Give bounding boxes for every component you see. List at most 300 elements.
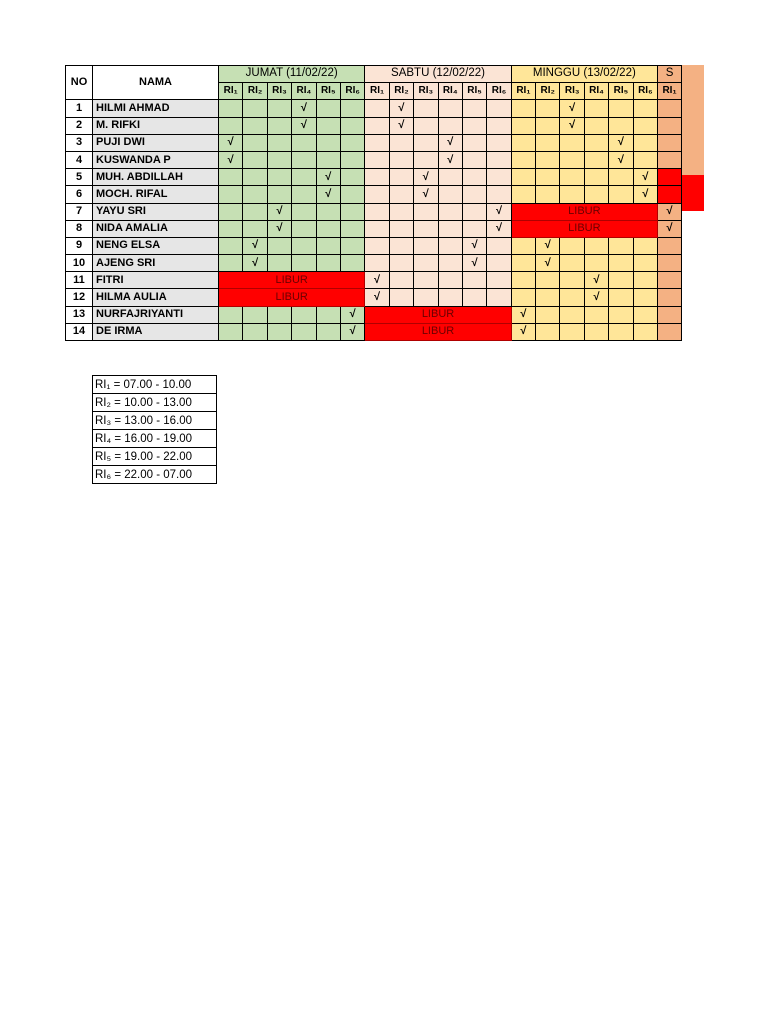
shift-cell: √ [340,306,364,323]
shift-cell [219,255,243,272]
legend-item-5: RI₅ = 19.00 - 22.00 [93,448,217,466]
shift-cell [511,134,535,151]
shift-cell [292,306,316,323]
shift-cell [511,237,535,254]
shift-header-minggu-2: RI₂ [536,83,560,100]
shift-header-sabtu-6: RI₆ [487,83,511,100]
next-day-edge [680,65,704,175]
shift-cell [633,323,657,340]
shift-cell [292,237,316,254]
shift-header-minggu-6: RI₆ [633,83,657,100]
row-number: 6 [66,186,93,203]
shift-cell [340,237,364,254]
shift-cell [219,306,243,323]
shift-cell [584,169,608,186]
shift-cell [438,117,462,134]
shift-cell [219,186,243,203]
shift-cell [609,306,633,323]
shift-header-sabtu-3: RI₃ [414,83,438,100]
shift-cell [292,151,316,168]
next-day-cell [658,289,682,306]
shift-cell: √ [219,151,243,168]
shift-cell [511,272,535,289]
table-row [66,169,682,186]
shift-cell [365,134,389,151]
shift-cell: √ [462,255,486,272]
table-row [66,134,682,151]
day-header-jumat: JUMAT (11/02/22) [219,66,365,83]
shift-cell [511,169,535,186]
next-day-cell [658,117,682,134]
shift-cell [609,255,633,272]
shift-cell [389,134,413,151]
shift-cell [633,272,657,289]
shift-cell [609,323,633,340]
shift-cell [487,255,511,272]
row-number: 12 [66,289,93,306]
shift-header-jumat-6: RI₆ [340,83,364,100]
shift-cell [487,272,511,289]
employee-name: NIDA AMALIA [93,220,219,237]
legend-item-1: RI₁ = 07.00 - 10.00 [93,376,217,394]
shift-cell: √ [511,323,535,340]
next-day-cell [658,134,682,151]
table-row [66,289,682,306]
shift-cell [219,169,243,186]
shift-header-minggu-3: RI₃ [560,83,584,100]
shift-cell [316,323,340,340]
shift-cell [536,134,560,151]
legend-item-2: RI₂ = 10.00 - 13.00 [93,394,217,412]
shift-schedule-table [65,65,682,341]
shift-cell [511,255,535,272]
shift-cell [292,169,316,186]
shift-cell [316,220,340,237]
shift-cell [584,237,608,254]
shift-cell [633,255,657,272]
shift-cell [414,289,438,306]
shift-cell [389,186,413,203]
next-day-cell [658,306,682,323]
shift-cell [633,100,657,117]
shift-cell [462,289,486,306]
shift-cell [487,237,511,254]
shift-cell [243,117,267,134]
shift-cell [365,151,389,168]
shift-cell [462,203,486,220]
shift-cell [487,117,511,134]
shift-cell [438,186,462,203]
shift-cell [365,100,389,117]
shift-cell [633,151,657,168]
employee-name: HILMI AHMAD [93,100,219,117]
employee-name: KUSWANDA P [93,151,219,168]
shift-cell [584,100,608,117]
shift-cell [487,151,511,168]
libur-cell: LIBUR [219,289,365,306]
next-day-cell: √ [658,220,682,237]
table-row [66,186,682,203]
next-day-cell [658,169,682,186]
shift-header-jumat-1: RI₁ [219,83,243,100]
shift-cell [243,186,267,203]
employee-name: NURFAJRIYANTI [93,306,219,323]
shift-cell [462,272,486,289]
shift-cell [316,255,340,272]
shift-cell [584,186,608,203]
shift-cell [267,134,291,151]
shift-cell [389,169,413,186]
shift-cell [267,306,291,323]
shift-cell [219,323,243,340]
shift-cell: √ [365,289,389,306]
shift-cell: √ [438,151,462,168]
next-day-cell [658,255,682,272]
shift-cell [316,306,340,323]
table-row [66,323,682,340]
shift-cell [267,186,291,203]
shift-cell: √ [487,220,511,237]
shift-cell [511,151,535,168]
shift-cell [414,255,438,272]
shift-header-sabtu-5: RI₅ [462,83,486,100]
table-row [66,255,682,272]
shift-cell [560,169,584,186]
shift-cell [292,323,316,340]
shift-cell [340,117,364,134]
shift-cell [267,151,291,168]
shift-cell: √ [584,272,608,289]
shift-cell [292,186,316,203]
shift-header-sabtu-4: RI₄ [438,83,462,100]
libur-cell: LIBUR [365,323,511,340]
row-number: 5 [66,169,93,186]
shift-header-jumat-3: RI₃ [267,83,291,100]
shift-cell [560,237,584,254]
shift-cell [292,255,316,272]
row-number: 8 [66,220,93,237]
shift-cell [316,100,340,117]
row-number: 14 [66,323,93,340]
next-day-cell [658,151,682,168]
shift-cell [511,186,535,203]
employee-name: MUH. ABDILLAH [93,169,219,186]
shift-header-jumat-5: RI₅ [316,83,340,100]
shift-cell [243,169,267,186]
libur-cell: LIBUR [511,220,657,237]
shift-cell [487,100,511,117]
day-header-minggu: MINGGU (13/02/22) [511,66,657,83]
row-number: 9 [66,237,93,254]
shift-cell [267,169,291,186]
next-day-cell [658,100,682,117]
table-row [66,220,682,237]
shift-cell [438,272,462,289]
shift-cell [219,203,243,220]
shift-cell: √ [609,134,633,151]
shift-cell [560,134,584,151]
shift-cell [560,151,584,168]
shift-cell [219,117,243,134]
shift-cell: √ [243,255,267,272]
legend-item-3: RI₃ = 13.00 - 16.00 [93,412,217,430]
shift-cell [340,220,364,237]
next-day-cell [658,186,682,203]
shift-cell: √ [267,220,291,237]
shift-cell [414,134,438,151]
shift-cell [340,100,364,117]
shift-cell [414,237,438,254]
shift-cell [609,169,633,186]
shift-cell: √ [414,169,438,186]
shift-cell [243,220,267,237]
shift-cell: √ [560,117,584,134]
shift-cell [609,117,633,134]
libur-cell: LIBUR [511,203,657,220]
shift-cell [267,100,291,117]
legend-item-4: RI₄ = 16.00 - 19.00 [93,430,217,448]
shift-cell [389,237,413,254]
shift-cell [340,203,364,220]
shift-cell: √ [487,203,511,220]
shift-cell: √ [560,100,584,117]
shift-cell [536,306,560,323]
employee-name: DE IRMA [93,323,219,340]
shift-cell [292,134,316,151]
next-day-cell: √ [658,203,682,220]
shift-cell [511,100,535,117]
shift-header-jumat-2: RI₂ [243,83,267,100]
shift-cell [365,203,389,220]
shift-header-minggu-4: RI₄ [584,83,608,100]
shift-cell [462,220,486,237]
row-number: 13 [66,306,93,323]
shift-cell [536,323,560,340]
shift-cell [536,100,560,117]
shift-cell [609,100,633,117]
shift-cell [414,203,438,220]
shift-cell [243,203,267,220]
shift-cell [536,272,560,289]
shift-cell [414,220,438,237]
shift-cell [633,306,657,323]
shift-cell: √ [633,186,657,203]
shift-cell [560,186,584,203]
shift-header-minggu-1: RI₁ [511,83,535,100]
shift-cell: √ [609,151,633,168]
shift-cell [389,272,413,289]
shift-cell [219,100,243,117]
shift-cell: √ [292,117,316,134]
shift-cell [438,255,462,272]
shift-cell [438,100,462,117]
employee-name: AJENG SRI [93,255,219,272]
next-day-cell [658,272,682,289]
shift-cell [633,289,657,306]
shift-cell [584,117,608,134]
shift-cell [609,272,633,289]
shift-cell [365,220,389,237]
shift-cell [292,220,316,237]
table-row [66,151,682,168]
shift-cell [609,289,633,306]
shift-cell [267,117,291,134]
shift-cell [219,237,243,254]
shift-cell [584,255,608,272]
libur-cell: LIBUR [365,306,511,323]
shift-cell [462,186,486,203]
shift-cell [365,255,389,272]
shift-cell [365,186,389,203]
shift-cell: √ [267,203,291,220]
shift-cell [243,306,267,323]
shift-cell [609,237,633,254]
legend-item-6: RI₆ = 22.00 - 07.00 [93,466,217,484]
shift-header-sabtu-1: RI₁ [365,83,389,100]
shift-cell [389,255,413,272]
shift-cell [633,117,657,134]
libur-cell: LIBUR [219,272,365,289]
shift-header-jumat-4: RI₄ [292,83,316,100]
shift-cell [340,169,364,186]
day-header-next: S [658,66,682,83]
shift-cell [340,134,364,151]
shift-cell: √ [633,169,657,186]
shift-cell [633,237,657,254]
shift-header-sabtu-2: RI₂ [389,83,413,100]
shift-cell: √ [389,117,413,134]
shift-cell: √ [243,237,267,254]
next-day-cell [658,237,682,254]
shift-cell [487,186,511,203]
shift-cell [243,134,267,151]
table-row [66,272,682,289]
shift-cell: √ [462,237,486,254]
shift-cell [462,117,486,134]
row-number: 1 [66,100,93,117]
shift-cell [365,169,389,186]
shift-cell: √ [316,169,340,186]
row-number: 4 [66,151,93,168]
shift-cell [316,203,340,220]
shift-cell [462,134,486,151]
shift-cell [487,169,511,186]
shift-cell [243,323,267,340]
next-day-cell [658,323,682,340]
shift-cell [462,100,486,117]
shift-header-minggu-5: RI₅ [609,83,633,100]
row-number: 11 [66,272,93,289]
employee-name: HILMA AULIA [93,289,219,306]
shift-cell: √ [414,186,438,203]
shift-cell [438,169,462,186]
shift-cell: √ [316,186,340,203]
shift-cell: √ [511,306,535,323]
next-day-libur-edge [680,175,704,211]
shift-cell [340,255,364,272]
shift-cell [584,323,608,340]
shift-cell: √ [584,289,608,306]
shift-cell: √ [292,100,316,117]
shift-cell [316,151,340,168]
shift-cell: √ [219,134,243,151]
shift-cell [462,151,486,168]
shift-cell: √ [536,255,560,272]
shift-cell [438,237,462,254]
shift-cell [536,117,560,134]
shift-cell [389,289,413,306]
shift-cell: √ [438,134,462,151]
shift-cell [511,289,535,306]
shift-cell [389,220,413,237]
shift-cell [462,169,486,186]
shift-cell [267,237,291,254]
employee-name: MOCH. RIFAL [93,186,219,203]
row-number: 3 [66,134,93,151]
row-number: 10 [66,255,93,272]
shift-cell [389,203,413,220]
shift-cell [560,289,584,306]
shift-cell [340,186,364,203]
shift-header-next-1: RI₁ [658,83,682,100]
shift-cell [365,237,389,254]
shift-cell [316,134,340,151]
shift-cell [438,289,462,306]
table-row [66,117,682,134]
shift-cell [584,306,608,323]
shift-cell [292,203,316,220]
shift-cell [584,134,608,151]
shift-cell [414,272,438,289]
employee-name: YAYU SRI [93,203,219,220]
shift-cell: √ [365,272,389,289]
shift-cell [438,203,462,220]
shift-cell [414,100,438,117]
table-row [66,203,682,220]
shift-cell [609,186,633,203]
shift-cell: √ [536,237,560,254]
row-number: 2 [66,117,93,134]
shift-cell [243,151,267,168]
shift-cell [633,134,657,151]
shift-cell [316,117,340,134]
shift-cell [560,306,584,323]
shift-cell [560,272,584,289]
shift-cell: √ [340,323,364,340]
employee-name: M. RIFKI [93,117,219,134]
shift-cell [560,255,584,272]
shift-cell [243,100,267,117]
shift-cell [414,117,438,134]
shift-cell [219,220,243,237]
shift-cell [487,289,511,306]
row-number: 7 [66,203,93,220]
shift-cell [267,255,291,272]
shift-cell [365,117,389,134]
table-row [66,237,682,254]
shift-cell [316,237,340,254]
shift-cell [389,151,413,168]
shift-cell [438,220,462,237]
shift-cell [536,289,560,306]
shift-cell [511,117,535,134]
shift-cell [536,186,560,203]
table-row [66,306,682,323]
employee-name: PUJI DWI [93,134,219,151]
nama-header: NAMA [93,66,219,100]
shift-cell [536,169,560,186]
shift-cell [536,151,560,168]
